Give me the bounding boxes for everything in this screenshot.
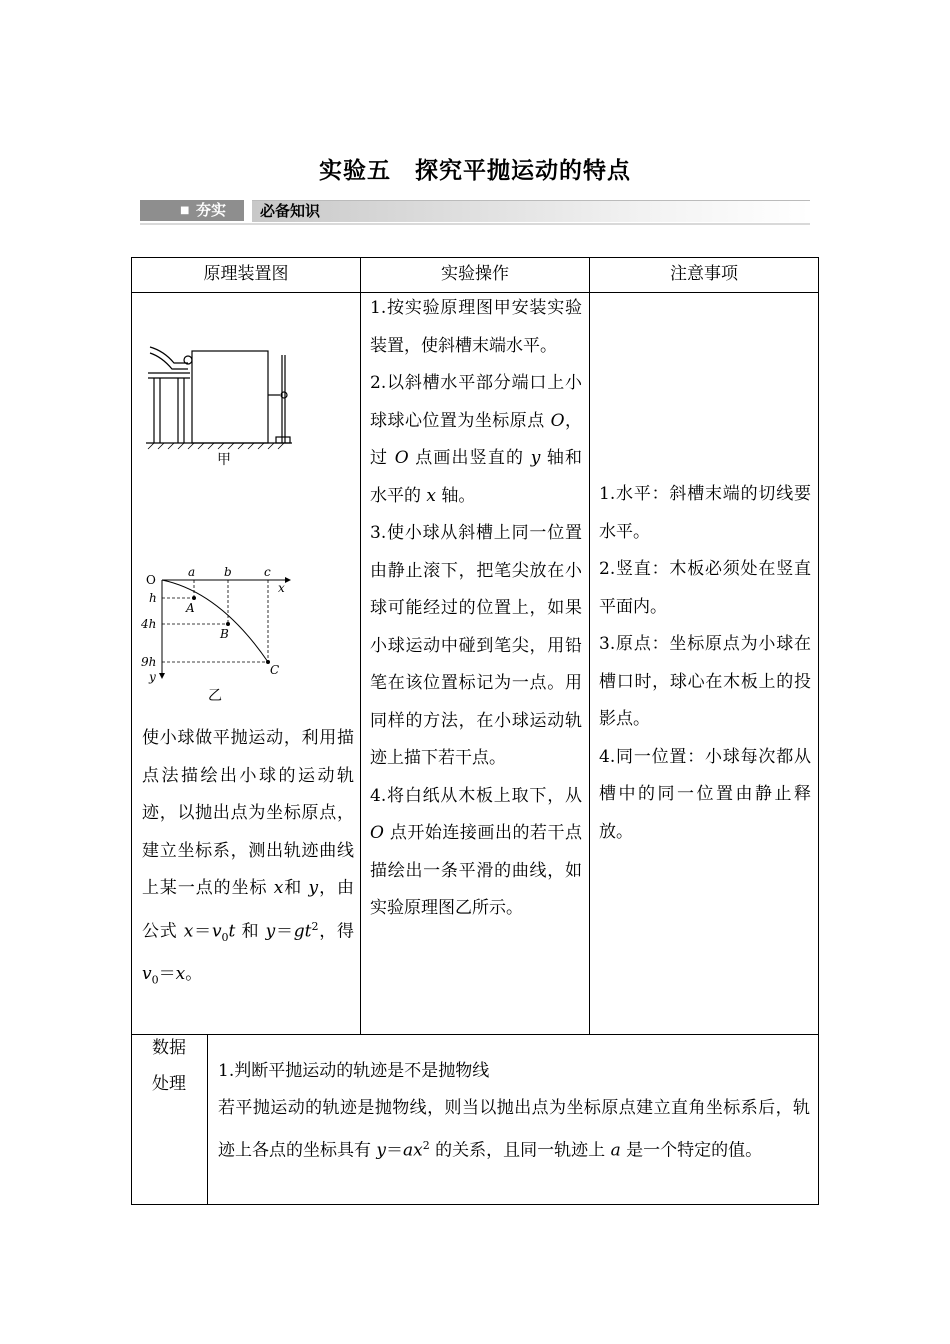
operation-step: 2.以斜槽水平部分端口上小球球心位置为坐标原点 O，过 O 点画出竖直的 y 轴和水平的 x 轴。 [370, 373, 583, 506]
data-processing-body: 若平抛运动的轨迹是抛物线，则当以抛出点为坐标原点建立直角坐标系后，轨迹上各点的坐标具有 $y=ax^2$ 的关系，且同一轨迹上 a 是一个特定的值。 [218, 1098, 810, 1161]
tick-label: 9h [141, 655, 157, 669]
header-operation: 实验操作 [441, 264, 509, 284]
divider [207, 1034, 208, 1204]
axis-label: y [149, 670, 156, 684]
figure-jia-label: 甲 [217, 452, 231, 468]
operation-step: 3.使小球从斜槽上同一位置由静止滚下，把笔尖放在小球可能经过的位置上，如果小球运动中碰到笔尖，用铅笔在该位置标记为一点。用同样的方法，在小球运动轨迹上描下若干点。 [370, 523, 582, 768]
operation-step: 4.将白纸从木板上取下，从 O 点开始连接画出的若干点描绘出一条平滑的曲线，如实验原理图乙所示。 [370, 785, 582, 918]
data-processing-heading: 1.判断平抛运动的轨迹是不是抛物线 [218, 1061, 490, 1081]
point-label: A [186, 601, 195, 615]
tick-label: b [224, 566, 232, 579]
principle-text: 使小球做平抛运动，利用描点法描绘出小球的运动轨迹，以抛出点为坐标原点，建立坐标系，测出轨迹曲线上某一点的坐标 x和 y，由公式 $x=v_0t$ 和 $y=gt^2$，得 $v_0=x$。 [142, 728, 355, 987]
point-label: B [220, 627, 229, 641]
origin-label: O [146, 573, 156, 587]
banner-rule [140, 223, 810, 225]
tick-label: c [264, 566, 271, 579]
figure-yi-label: 乙 [208, 688, 222, 704]
banner-label [252, 200, 810, 222]
axis-label: x [278, 581, 285, 595]
point-label: C [270, 663, 280, 677]
note-item: 1.水平：斜槽末端的切线要水平。 [599, 484, 811, 542]
header-notes: 注意事项 [670, 264, 738, 284]
tick-label: h [149, 591, 157, 605]
banner-tag [140, 200, 244, 221]
banner-tag-text: 夯实 [196, 201, 227, 219]
note-item: 4.同一位置：小球每次都从槽中的同一位置由静止释放。 [599, 746, 811, 842]
notes-list [599, 476, 811, 851]
tick-label: a [188, 566, 196, 579]
tick-label: 4h [141, 617, 157, 631]
page-title: 实验五 探究平抛运动的特点 [319, 158, 631, 184]
trajectory-diagram [140, 566, 300, 686]
note-item: 2.竖直：木板必须处在竖直平面内。 [599, 559, 811, 617]
experiment-table [131, 257, 819, 1205]
data-processing-label: 数据处理 [152, 1038, 186, 1094]
divider [589, 258, 590, 1034]
divider [132, 1034, 818, 1035]
note-item: 3.原点：坐标原点为小球在槽口时，球心在木板上的投影点。 [599, 634, 811, 729]
header-principle: 原理装置图 [203, 264, 289, 284]
section-banner [140, 196, 810, 228]
bullet-icon: ■ [180, 205, 190, 216]
operation-steps [370, 290, 582, 928]
divider [360, 258, 361, 1034]
apparatus-diagram [144, 333, 294, 453]
banner-label-text: 必备知识 [260, 202, 321, 220]
data-processing-text [218, 1053, 810, 1170]
operation-step: 1.按实验原理图甲安装实验装置，使斜槽末端水平。 [370, 298, 582, 356]
